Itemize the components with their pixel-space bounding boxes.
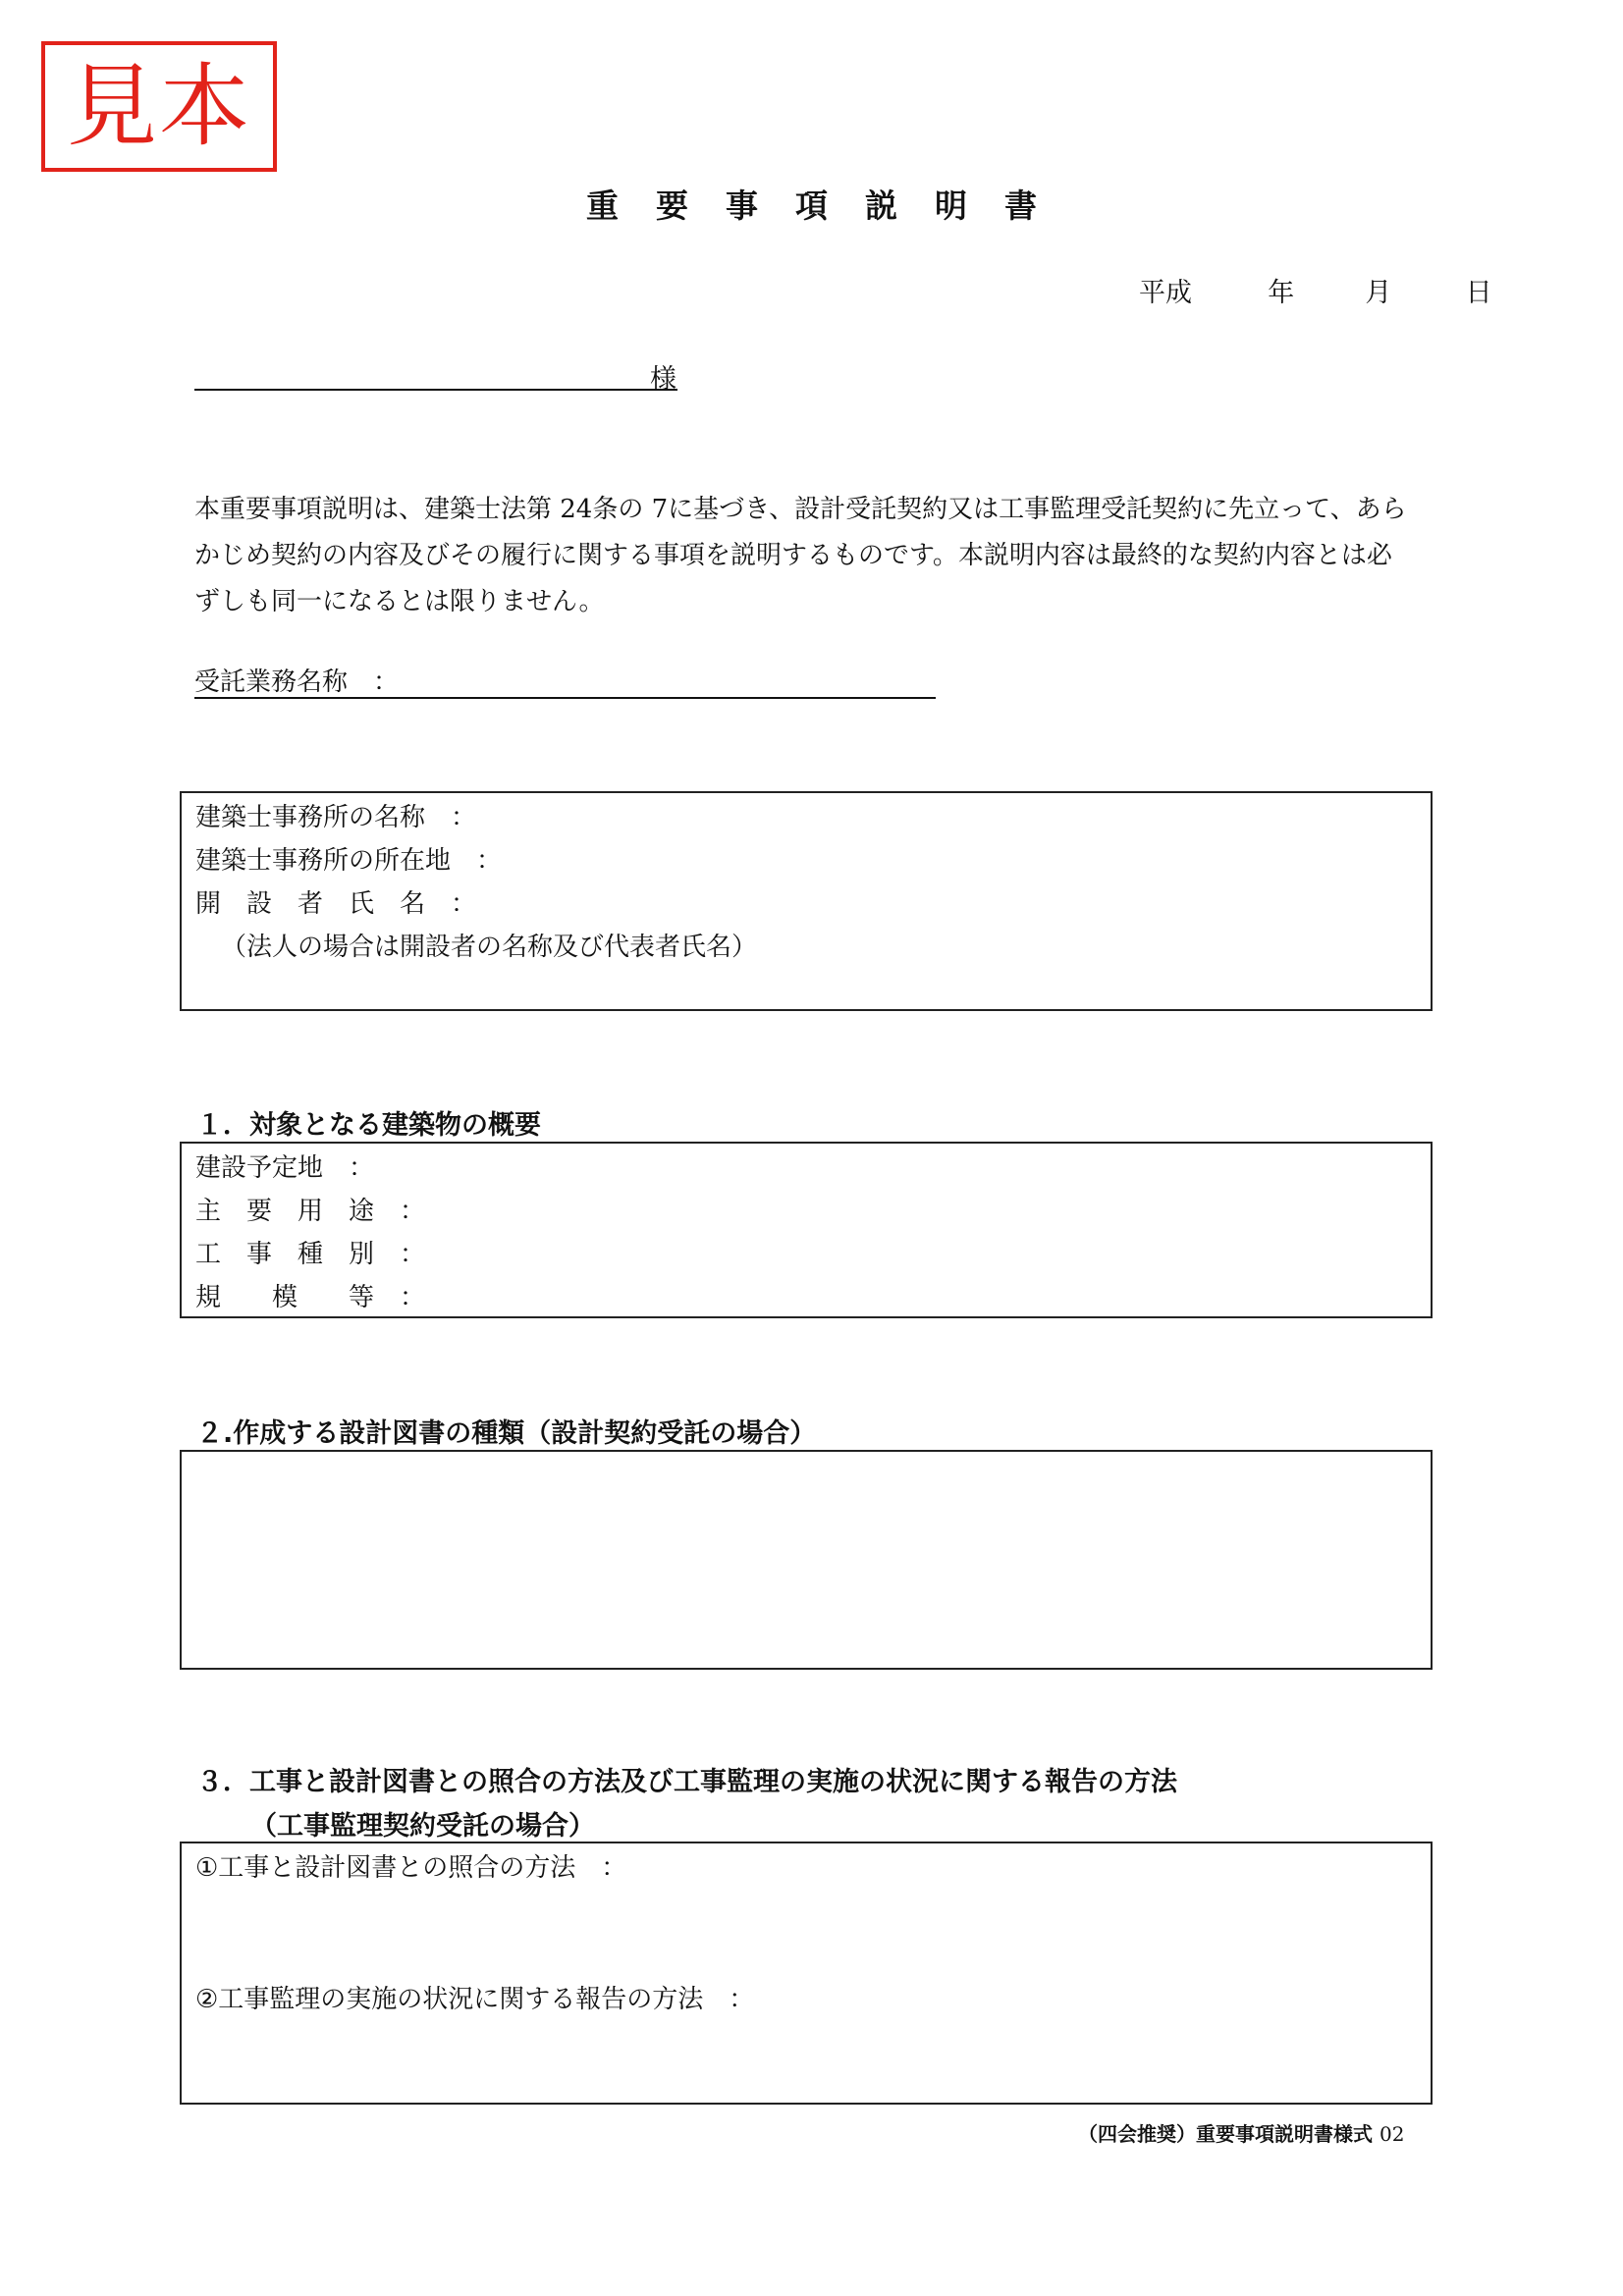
reporting-method-label: ②工事監理の実施の状況に関する報告の方法 ： (195, 1985, 755, 2014)
main-use-label: 主 要 用 途 ： (195, 1197, 426, 1226)
footer-label: （四会推奨）重要事項説明書様式 (1078, 2122, 1373, 2146)
intro-line: ずしも同一になるとは限りません。 (194, 587, 605, 616)
date-row (1139, 271, 1492, 309)
recipient-honorific: 様 (650, 364, 676, 395)
building-overview-box (180, 1142, 1433, 1318)
corporate-note: （法人の場合は開設者の名称及び代表者氏名） (221, 933, 758, 962)
date-month: 月 (1365, 278, 1392, 308)
date-day: 日 (1465, 278, 1492, 308)
office-name-label: 建築士事務所の名称 ： (195, 803, 477, 832)
founder-name-label: 開 設 者 氏 名 ： (195, 889, 477, 919)
office-info-box (180, 791, 1433, 1011)
scale-label: 規 模 等 ： (195, 1283, 426, 1312)
date-era: 平成 (1139, 278, 1192, 308)
work-type-label: 工 事 種 別 ： (195, 1240, 426, 1269)
contract-name-label: 受託業務名称 ： (194, 667, 400, 697)
section3-subheading: （工事監理契約受託の場合） (250, 1811, 595, 1842)
section1-heading: １．対象となる建築物の概要 (196, 1110, 541, 1141)
document-title: 重要事項説明書 (586, 187, 1074, 225)
intro-line: 本重要事項説明は、建築士法第 24条の 7に基づき、設計受託契約又は工事監理受託契約に先立って、あら (194, 495, 1407, 524)
footer-number: 02 (1379, 2122, 1405, 2146)
design-documents-box[interactable] (180, 1450, 1433, 1670)
office-address-label: 建築士事務所の所在地 ： (195, 846, 503, 876)
form-footer (1078, 2118, 1404, 2147)
contract-name-field[interactable] (194, 697, 936, 699)
supervision-method-box (180, 1842, 1433, 2105)
section2-heading: ２.作成する設計図書の種類（設計契約受託の場合） (196, 1418, 817, 1449)
construction-site-label: 建設予定地 ： (195, 1153, 375, 1183)
intro-line: かじめ契約の内容及びその履行に関する事項を説明するものです。本説明内容は最終的な契約内容とは必 (194, 541, 1392, 570)
verification-method-label: ①工事と設計図書との照合の方法 ： (195, 1853, 627, 1883)
section3-heading: ３．工事と設計図書との照合の方法及び工事監理の実施の状況に関する報告の方法 (196, 1767, 1177, 1797)
recipient-name-line[interactable] (194, 389, 677, 391)
intro-paragraph (194, 487, 1432, 625)
date-year: 年 (1268, 278, 1295, 308)
sample-stamp: 見本 (41, 41, 277, 172)
